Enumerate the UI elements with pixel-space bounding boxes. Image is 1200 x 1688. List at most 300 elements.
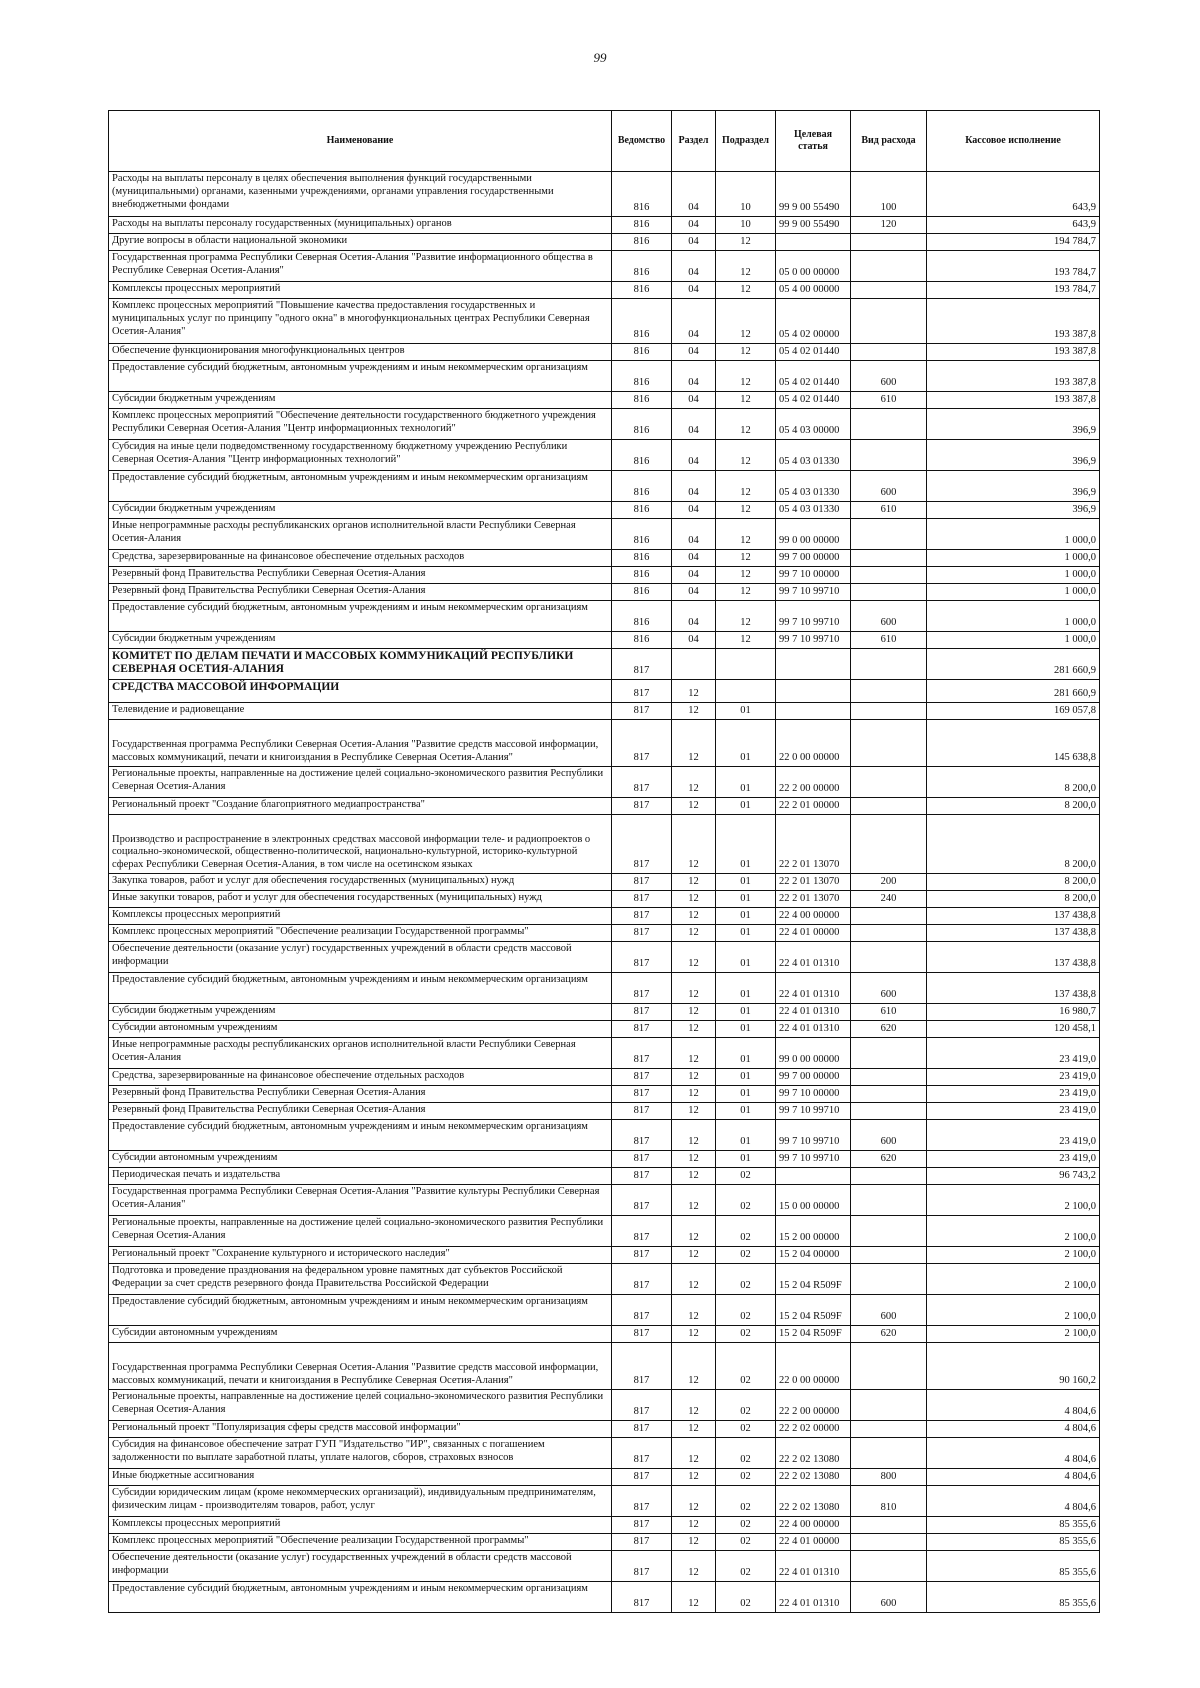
table-row xyxy=(109,1038,1100,1069)
row-dept: 816 xyxy=(612,502,672,519)
row-amount: 4 804,6 xyxy=(927,1390,1100,1421)
row-section: 12 xyxy=(672,1069,716,1086)
row-article: 15 2 04 R509F xyxy=(776,1326,851,1343)
row-name: Закупка товаров, работ и услуг для обеспечения государственных (муниципальных) нужд xyxy=(109,874,612,891)
row-name: Другие вопросы в области национальной экономики xyxy=(109,234,612,251)
row-dept: 816 xyxy=(612,550,672,567)
row-article: 05 4 03 01330 xyxy=(776,440,851,471)
row-kind: 610 xyxy=(851,632,927,649)
table-row xyxy=(109,973,1100,1004)
row-kind xyxy=(851,942,927,973)
table-row xyxy=(109,1069,1100,1086)
row-article: 05 4 00 00000 xyxy=(776,282,851,299)
row-amount: 23 419,0 xyxy=(927,1069,1100,1086)
row-dept: 817 xyxy=(612,1551,672,1582)
row-section: 12 xyxy=(672,925,716,942)
row-subsection: 02 xyxy=(716,1295,776,1326)
row-amount: 23 419,0 xyxy=(927,1038,1100,1069)
row-section: 12 xyxy=(672,1021,716,1038)
row-article: 15 2 04 00000 xyxy=(776,1247,851,1264)
row-dept: 816 xyxy=(612,519,672,550)
row-article: 22 2 00 00000 xyxy=(776,767,851,798)
table-row xyxy=(109,891,1100,908)
row-dept: 816 xyxy=(612,567,672,584)
row-kind: 600 xyxy=(851,1295,927,1326)
row-kind xyxy=(851,1086,927,1103)
row-dept: 817 xyxy=(612,1486,672,1517)
row-kind xyxy=(851,1421,927,1438)
row-article: 99 7 10 99710 xyxy=(776,601,851,632)
row-section: 04 xyxy=(672,409,716,440)
row-name: Иные непрограммные расходы республиканских органов исполнительной власти Республики Северная Осетия-Алания xyxy=(109,519,612,550)
table-row xyxy=(109,632,1100,649)
row-name: Субсидии бюджетным учреждениям xyxy=(109,632,612,649)
row-dept: 817 xyxy=(612,973,672,1004)
table-row xyxy=(109,471,1100,502)
row-name: Предоставление субсидий бюджетным, автономным учреждениям и иным некоммерческим организациям xyxy=(109,601,612,632)
row-section: 12 xyxy=(672,874,716,891)
table-row xyxy=(109,1343,1100,1390)
row-section: 12 xyxy=(672,1168,716,1185)
row-amount: 137 438,8 xyxy=(927,942,1100,973)
table-row xyxy=(109,1390,1100,1421)
row-dept: 817 xyxy=(612,1264,672,1295)
row-name: Субсидии юридическим лицам (кроме некоммерческих организаций), индивидуальным предпринимателям, физическим лицам - производителям товаров, работ, услуг xyxy=(109,1486,612,1517)
row-amount: 1 000,0 xyxy=(927,567,1100,584)
row-article: 22 2 01 13070 xyxy=(776,891,851,908)
row-kind xyxy=(851,720,927,767)
row-amount: 1 000,0 xyxy=(927,601,1100,632)
table-row xyxy=(109,392,1100,409)
row-section: 12 xyxy=(672,1216,716,1247)
row-name: Средства, зарезервированные на финансовое обеспечение отдельных расходов xyxy=(109,1069,612,1086)
row-dept: 817 xyxy=(612,1021,672,1038)
row-dept: 817 xyxy=(612,925,672,942)
row-dept: 816 xyxy=(612,344,672,361)
row-article: 22 2 01 00000 xyxy=(776,798,851,815)
row-subsection: 01 xyxy=(716,1086,776,1103)
row-dept: 816 xyxy=(612,251,672,282)
row-article: 99 7 00 00000 xyxy=(776,1069,851,1086)
row-subsection: 01 xyxy=(716,1103,776,1120)
row-subsection: 02 xyxy=(716,1551,776,1582)
row-article xyxy=(776,1168,851,1185)
row-kind xyxy=(851,567,927,584)
row-amount: 281 660,9 xyxy=(927,680,1100,703)
budget-table xyxy=(108,110,1100,1613)
row-amount: 1 000,0 xyxy=(927,550,1100,567)
row-kind xyxy=(851,251,927,282)
row-amount: 194 784,7 xyxy=(927,234,1100,251)
row-amount: 137 438,8 xyxy=(927,973,1100,1004)
row-dept: 817 xyxy=(612,1390,672,1421)
row-kind xyxy=(851,1168,927,1185)
row-name: Региональные проекты, направленные на достижение целей социально-экономического развития Республики Северная Осетия-Алания xyxy=(109,1390,612,1421)
row-name: Комплекс процессных мероприятий "Обеспечение деятельности государственного бюджетного учреждения Республики Северная Осетия-Алания "Центр информационных технологий" xyxy=(109,409,612,440)
row-amount: 1 000,0 xyxy=(927,632,1100,649)
table-row xyxy=(109,601,1100,632)
table-row xyxy=(109,1517,1100,1534)
row-article: 22 2 02 13080 xyxy=(776,1438,851,1469)
row-name: Комплексы процессных мероприятий xyxy=(109,282,612,299)
row-name: Резервный фонд Правительства Республики Северная Осетия-Алания xyxy=(109,584,612,601)
row-article: 22 4 01 01310 xyxy=(776,1551,851,1582)
row-kind xyxy=(851,1551,927,1582)
row-amount: 8 200,0 xyxy=(927,874,1100,891)
row-name: СРЕДСТВА МАССОВОЙ ИНФОРМАЦИИ xyxy=(109,680,612,703)
row-dept: 816 xyxy=(612,601,672,632)
row-subsection: 02 xyxy=(716,1185,776,1216)
row-article: 15 2 04 R509F xyxy=(776,1295,851,1326)
row-name: Субсидии автономным учреждениям xyxy=(109,1326,612,1343)
row-dept: 817 xyxy=(612,874,672,891)
row-subsection: 02 xyxy=(716,1438,776,1469)
row-section: 12 xyxy=(672,1582,716,1613)
row-article: 99 7 10 00000 xyxy=(776,567,851,584)
row-kind: 240 xyxy=(851,891,927,908)
row-amount: 2 100,0 xyxy=(927,1264,1100,1295)
row-subsection: 01 xyxy=(716,720,776,767)
row-subsection: 12 xyxy=(716,584,776,601)
row-name: КОМИТЕТ ПО ДЕЛАМ ПЕЧАТИ И МАССОВЫХ КОММУНИКАЦИЙ РЕСПУБЛИКИ СЕВЕРНАЯ ОСЕТИЯ-АЛАНИЯ xyxy=(109,649,612,680)
row-dept: 816 xyxy=(612,440,672,471)
header-subsection: Подраздел xyxy=(716,111,776,172)
table-row xyxy=(109,409,1100,440)
row-article xyxy=(776,234,851,251)
row-dept: 816 xyxy=(612,234,672,251)
row-dept: 817 xyxy=(612,1421,672,1438)
row-article: 99 7 10 99710 xyxy=(776,632,851,649)
row-subsection: 01 xyxy=(716,815,776,874)
row-section: 12 xyxy=(672,1185,716,1216)
row-article: 22 4 01 01310 xyxy=(776,1004,851,1021)
row-name: Региональный проект "Сохранение культурного и исторического наследия" xyxy=(109,1247,612,1264)
row-subsection: 01 xyxy=(716,942,776,973)
row-section xyxy=(672,649,716,680)
row-name: Резервный фонд Правительства Республики Северная Осетия-Алания xyxy=(109,567,612,584)
row-name: Комплексы процессных мероприятий xyxy=(109,1517,612,1534)
table-row xyxy=(109,1151,1100,1168)
row-subsection: 12 xyxy=(716,519,776,550)
row-section: 04 xyxy=(672,567,716,584)
row-subsection: 02 xyxy=(716,1168,776,1185)
row-subsection: 01 xyxy=(716,1004,776,1021)
row-section: 04 xyxy=(672,251,716,282)
header-section: Раздел xyxy=(672,111,716,172)
row-article: 22 0 00 00000 xyxy=(776,720,851,767)
row-subsection: 02 xyxy=(716,1421,776,1438)
row-section: 04 xyxy=(672,234,716,251)
row-section: 12 xyxy=(672,1247,716,1264)
row-kind xyxy=(851,1390,927,1421)
row-section: 12 xyxy=(672,720,716,767)
table-row xyxy=(109,344,1100,361)
row-dept: 817 xyxy=(612,891,672,908)
row-article: 99 9 00 55490 xyxy=(776,172,851,217)
row-article: 05 4 03 00000 xyxy=(776,409,851,440)
table-row xyxy=(109,502,1100,519)
row-dept: 817 xyxy=(612,720,672,767)
row-kind xyxy=(851,409,927,440)
row-amount: 90 160,2 xyxy=(927,1343,1100,1390)
row-dept: 817 xyxy=(612,1469,672,1486)
row-section: 04 xyxy=(672,282,716,299)
row-section: 04 xyxy=(672,172,716,217)
row-amount: 96 743,2 xyxy=(927,1168,1100,1185)
table-row xyxy=(109,1086,1100,1103)
row-name: Средства, зарезервированные на финансовое обеспечение отдельных расходов xyxy=(109,550,612,567)
row-article: 05 4 03 01330 xyxy=(776,502,851,519)
table-row xyxy=(109,1264,1100,1295)
row-amount: 4 804,6 xyxy=(927,1469,1100,1486)
row-dept: 816 xyxy=(612,392,672,409)
row-name: Обеспечение деятельности (оказание услуг) государственных учреждений в области средств массовой информации xyxy=(109,942,612,973)
row-article xyxy=(776,680,851,703)
row-section: 12 xyxy=(672,1295,716,1326)
row-subsection: 12 xyxy=(716,344,776,361)
row-kind xyxy=(851,1185,927,1216)
row-amount: 85 355,6 xyxy=(927,1551,1100,1582)
row-dept: 816 xyxy=(612,172,672,217)
row-amount: 396,9 xyxy=(927,471,1100,502)
row-subsection: 12 xyxy=(716,361,776,392)
row-article: 22 2 02 13080 xyxy=(776,1486,851,1517)
row-name: Региональные проекты, направленные на достижение целей социально-экономического развития Республики Северная Осетия-Алания xyxy=(109,1216,612,1247)
row-name: Предоставление субсидий бюджетным, автономным учреждениям и иным некоммерческим организациям xyxy=(109,1582,612,1613)
header-name: Наименование xyxy=(109,111,612,172)
row-name: Субсидии бюджетным учреждениям xyxy=(109,1004,612,1021)
row-section: 04 xyxy=(672,344,716,361)
row-dept: 816 xyxy=(612,361,672,392)
row-name: Государственная программа Республики Северная Осетия-Алания "Развитие средств массовой информации, массовых коммуникаций, печати и книгоиздания в Республике Северная Осетия-Алания" xyxy=(109,720,612,767)
row-subsection: 12 xyxy=(716,440,776,471)
row-name: Государственная программа Республики Северная Осетия-Алания "Развитие культуры Республики Северная Осетия-Алания" xyxy=(109,1185,612,1216)
row-kind xyxy=(851,1534,927,1551)
row-dept: 816 xyxy=(612,409,672,440)
table-row xyxy=(109,1326,1100,1343)
row-article: 22 4 01 01310 xyxy=(776,942,851,973)
row-article: 22 4 01 01310 xyxy=(776,1582,851,1613)
row-amount: 145 638,8 xyxy=(927,720,1100,767)
row-article: 05 4 02 01440 xyxy=(776,344,851,361)
row-kind xyxy=(851,1038,927,1069)
row-section: 04 xyxy=(672,471,716,502)
header-kind: Вид расхода xyxy=(851,111,927,172)
row-name: Региональный проект "Популяризация сферы средств массовой информации" xyxy=(109,1421,612,1438)
row-subsection xyxy=(716,680,776,703)
row-section: 12 xyxy=(672,703,716,720)
row-dept: 817 xyxy=(612,1151,672,1168)
table-row xyxy=(109,1247,1100,1264)
table-row xyxy=(109,767,1100,798)
row-subsection: 01 xyxy=(716,973,776,1004)
header-amount: Кассовое исполнение xyxy=(927,111,1100,172)
row-subsection: 01 xyxy=(716,767,776,798)
row-kind xyxy=(851,1247,927,1264)
table-row xyxy=(109,299,1100,344)
row-kind: 620 xyxy=(851,1151,927,1168)
row-kind xyxy=(851,282,927,299)
row-article: 05 4 02 00000 xyxy=(776,299,851,344)
row-section: 04 xyxy=(672,440,716,471)
row-article: 99 7 10 99710 xyxy=(776,1103,851,1120)
row-amount: 120 458,1 xyxy=(927,1021,1100,1038)
row-amount: 85 355,6 xyxy=(927,1517,1100,1534)
row-section: 12 xyxy=(672,1517,716,1534)
row-article: 99 7 10 99710 xyxy=(776,1151,851,1168)
row-section: 12 xyxy=(672,1551,716,1582)
row-amount: 396,9 xyxy=(927,440,1100,471)
row-kind: 200 xyxy=(851,874,927,891)
row-amount: 23 419,0 xyxy=(927,1151,1100,1168)
row-dept: 817 xyxy=(612,703,672,720)
row-kind xyxy=(851,234,927,251)
table-row xyxy=(109,567,1100,584)
row-subsection: 10 xyxy=(716,217,776,234)
row-section: 12 xyxy=(672,1390,716,1421)
row-subsection: 10 xyxy=(716,172,776,217)
row-section: 12 xyxy=(672,798,716,815)
row-dept: 817 xyxy=(612,1438,672,1469)
row-amount: 1 000,0 xyxy=(927,519,1100,550)
row-kind xyxy=(851,1216,927,1247)
table-header-row xyxy=(109,111,1100,172)
row-section: 04 xyxy=(672,299,716,344)
row-article: 99 7 10 99710 xyxy=(776,584,851,601)
row-article: 99 7 10 00000 xyxy=(776,1086,851,1103)
row-article: 15 2 00 00000 xyxy=(776,1216,851,1247)
row-section: 12 xyxy=(672,767,716,798)
row-subsection: 12 xyxy=(716,471,776,502)
row-article: 05 0 00 00000 xyxy=(776,251,851,282)
table-row xyxy=(109,1486,1100,1517)
row-kind xyxy=(851,1517,927,1534)
row-dept: 817 xyxy=(612,767,672,798)
row-name: Комплекс процессных мероприятий "Обеспечение реализации Государственной программы" xyxy=(109,925,612,942)
row-section: 12 xyxy=(672,1486,716,1517)
row-subsection: 02 xyxy=(716,1216,776,1247)
row-kind: 620 xyxy=(851,1021,927,1038)
row-section: 12 xyxy=(672,1151,716,1168)
row-name: Комплекс процессных мероприятий "Повышение качества предоставления государственных и муниципальных услуг по принципу "одного окна" в многофункциональных центрах Республики Северная Осетия-Алания" xyxy=(109,299,612,344)
row-dept: 817 xyxy=(612,1295,672,1326)
row-kind xyxy=(851,1438,927,1469)
row-article: 99 9 00 55490 xyxy=(776,217,851,234)
row-kind: 610 xyxy=(851,392,927,409)
row-amount: 281 660,9 xyxy=(927,649,1100,680)
row-subsection: 01 xyxy=(716,1038,776,1069)
table-row xyxy=(109,1438,1100,1469)
row-amount: 2 100,0 xyxy=(927,1295,1100,1326)
row-amount: 2 100,0 xyxy=(927,1326,1100,1343)
row-amount: 1 000,0 xyxy=(927,584,1100,601)
table-row xyxy=(109,703,1100,720)
row-section: 12 xyxy=(672,815,716,874)
row-dept: 817 xyxy=(612,1069,672,1086)
row-section: 12 xyxy=(672,1264,716,1295)
table-row xyxy=(109,550,1100,567)
row-dept: 817 xyxy=(612,1582,672,1613)
row-article: 22 4 00 00000 xyxy=(776,908,851,925)
row-kind: 100 xyxy=(851,172,927,217)
row-subsection: 01 xyxy=(716,1151,776,1168)
row-kind xyxy=(851,440,927,471)
row-kind: 610 xyxy=(851,502,927,519)
table-row xyxy=(109,874,1100,891)
row-section: 12 xyxy=(672,1004,716,1021)
row-amount: 8 200,0 xyxy=(927,798,1100,815)
row-amount: 169 057,8 xyxy=(927,703,1100,720)
row-section: 04 xyxy=(672,584,716,601)
row-article: 99 7 00 00000 xyxy=(776,550,851,567)
table-row xyxy=(109,584,1100,601)
row-dept: 817 xyxy=(612,908,672,925)
header-dept: Ведомство xyxy=(612,111,672,172)
row-dept: 817 xyxy=(612,1343,672,1390)
row-subsection: 01 xyxy=(716,703,776,720)
row-amount: 193 784,7 xyxy=(927,282,1100,299)
row-section: 04 xyxy=(672,632,716,649)
row-kind: 620 xyxy=(851,1326,927,1343)
row-subsection: 02 xyxy=(716,1343,776,1390)
row-kind: 600 xyxy=(851,601,927,632)
row-name: Иные бюджетные ассигнования xyxy=(109,1469,612,1486)
row-kind xyxy=(851,1069,927,1086)
table-row xyxy=(109,925,1100,942)
row-dept: 817 xyxy=(612,815,672,874)
table-row xyxy=(109,1295,1100,1326)
row-name: Региональные проекты, направленные на достижение целей социально-экономического развития Республики Северная Осетия-Алания xyxy=(109,767,612,798)
table-row xyxy=(109,1120,1100,1151)
row-name: Комплексы процессных мероприятий xyxy=(109,908,612,925)
table-row xyxy=(109,1551,1100,1582)
row-article: 05 4 03 01330 xyxy=(776,471,851,502)
row-amount: 193 387,8 xyxy=(927,344,1100,361)
row-kind: 600 xyxy=(851,471,927,502)
table-row xyxy=(109,908,1100,925)
row-kind xyxy=(851,584,927,601)
row-name: Иные закупки товаров, работ и услуг для обеспечения государственных (муниципальных) нужд xyxy=(109,891,612,908)
row-section: 04 xyxy=(672,361,716,392)
row-amount: 85 355,6 xyxy=(927,1582,1100,1613)
row-section: 12 xyxy=(672,908,716,925)
row-section: 12 xyxy=(672,891,716,908)
row-kind: 610 xyxy=(851,1004,927,1021)
row-subsection: 01 xyxy=(716,1069,776,1086)
row-subsection: 02 xyxy=(716,1390,776,1421)
row-amount: 396,9 xyxy=(927,409,1100,440)
row-amount: 643,9 xyxy=(927,172,1100,217)
row-article: 99 7 10 99710 xyxy=(776,1120,851,1151)
row-subsection: 12 xyxy=(716,392,776,409)
table-row xyxy=(109,361,1100,392)
row-name: Резервный фонд Правительства Республики Северная Осетия-Алания xyxy=(109,1103,612,1120)
table-row xyxy=(109,440,1100,471)
row-article: 22 2 00 00000 xyxy=(776,1390,851,1421)
row-section: 12 xyxy=(672,680,716,703)
row-amount: 193 387,8 xyxy=(927,299,1100,344)
row-dept: 817 xyxy=(612,649,672,680)
row-dept: 817 xyxy=(612,1038,672,1069)
row-kind: 600 xyxy=(851,1582,927,1613)
row-article: 22 0 00 00000 xyxy=(776,1343,851,1390)
row-amount: 2 100,0 xyxy=(927,1216,1100,1247)
row-dept: 817 xyxy=(612,1534,672,1551)
row-name: Субсидии автономным учреждениям xyxy=(109,1151,612,1168)
row-subsection: 12 xyxy=(716,282,776,299)
row-kind xyxy=(851,703,927,720)
row-subsection: 12 xyxy=(716,632,776,649)
